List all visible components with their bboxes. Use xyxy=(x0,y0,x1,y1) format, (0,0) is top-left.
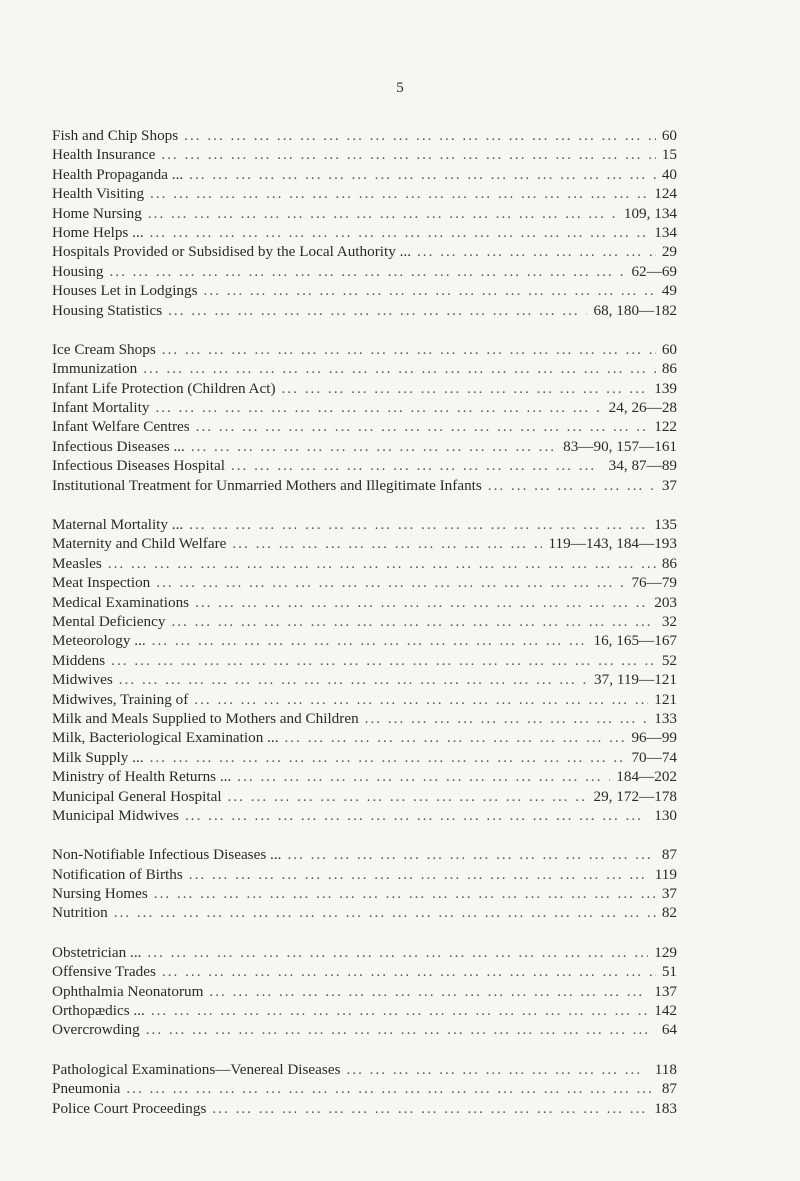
index-entry xyxy=(52,670,677,689)
entry-label: Health Propaganda ... xyxy=(52,165,184,183)
index-group xyxy=(52,126,677,320)
index-entry xyxy=(52,126,677,145)
index-entry xyxy=(52,651,677,670)
index-entry xyxy=(52,709,677,728)
entry-pages: 62—69 xyxy=(631,262,677,280)
entry-pages: 86 xyxy=(661,360,677,378)
index-entry xyxy=(52,1060,677,1079)
dot-leader xyxy=(148,204,618,223)
index-entry xyxy=(52,204,677,223)
entry-pages: 60 xyxy=(661,340,677,358)
subject-index xyxy=(52,126,677,1138)
index-entry xyxy=(52,690,677,709)
index-entry xyxy=(52,1001,677,1020)
index-group xyxy=(52,1060,677,1118)
dot-leader xyxy=(151,1001,648,1020)
entry-pages: 130 xyxy=(654,806,677,824)
entry-label: Nutrition xyxy=(52,904,108,922)
entry-pages: 96—99 xyxy=(631,729,677,747)
index-entry xyxy=(52,554,677,573)
entry-label: Hospitals Provided or Subsidised by the Local Authority ... xyxy=(52,243,411,261)
entry-label: Health Insurance xyxy=(52,146,156,164)
entry-pages: 24, 26—28 xyxy=(608,399,677,417)
entry-pages: 134 xyxy=(654,223,677,241)
entry-pages: 68, 180—182 xyxy=(593,301,677,319)
dot-leader xyxy=(150,184,648,203)
entry-pages: 51 xyxy=(661,963,677,981)
dot-leader xyxy=(365,709,649,728)
index-entry xyxy=(52,1020,677,1039)
index-entry xyxy=(52,903,677,922)
dot-leader xyxy=(155,398,602,417)
index-entry xyxy=(52,806,677,825)
dot-leader xyxy=(111,651,656,670)
dot-leader xyxy=(143,359,656,378)
entry-pages: 142 xyxy=(654,1002,677,1020)
entry-pages: 183 xyxy=(654,1099,677,1117)
index-entry xyxy=(52,379,677,398)
entry-pages: 203 xyxy=(654,593,677,611)
index-entry xyxy=(52,515,677,534)
dot-leader xyxy=(346,1060,648,1079)
entry-label: Infant Welfare Centres xyxy=(52,418,190,436)
index-entry xyxy=(52,884,677,903)
entry-label: Mental Deficiency xyxy=(52,612,166,630)
dot-leader xyxy=(231,456,603,475)
index-entry xyxy=(52,1079,677,1098)
entry-label: Pneumonia xyxy=(52,1080,121,1098)
entry-label: Non-Notifiable Infectious Diseases ... xyxy=(52,846,282,864)
entry-pages: 133 xyxy=(654,709,677,727)
entry-label: Maternal Mortality ... xyxy=(52,516,184,534)
index-entry xyxy=(52,631,677,650)
index-group xyxy=(52,943,677,1040)
entry-label: Infectious Diseases ... xyxy=(52,437,185,455)
entry-pages: 37 xyxy=(661,885,677,903)
entry-label: Police Court Proceedings xyxy=(52,1099,207,1117)
entry-label: Infant Life Protection (Children Act) xyxy=(52,379,276,397)
entry-pages: 70—74 xyxy=(631,748,677,766)
index-entry xyxy=(52,262,677,281)
dot-leader xyxy=(152,631,588,650)
entry-pages: 119 xyxy=(654,865,677,883)
index-entry xyxy=(52,573,677,592)
dot-leader xyxy=(282,379,649,398)
dot-leader xyxy=(191,437,557,456)
index-entry xyxy=(52,165,677,184)
index-group xyxy=(52,340,677,495)
entry-label: Maternity and Child Welfare xyxy=(52,535,227,553)
index-entry xyxy=(52,728,677,747)
dot-leader xyxy=(228,787,588,806)
page-number: 5 xyxy=(396,80,404,96)
entry-label: Institutional Treatment for Unmarried Mothers and Illegitimate Infants xyxy=(52,476,482,494)
entry-label: Ophthalmia Neonatorum xyxy=(52,982,204,1000)
index-entry xyxy=(52,184,677,203)
dot-leader xyxy=(189,515,648,534)
dot-leader xyxy=(168,301,587,320)
entry-label: Housing xyxy=(52,262,104,280)
entry-pages: 60 xyxy=(661,127,677,144)
dot-leader xyxy=(232,534,542,553)
entry-label: Milk and Meals Supplied to Mothers and Children xyxy=(52,709,359,727)
dot-leader xyxy=(114,903,656,922)
index-entry xyxy=(52,476,677,495)
entry-pages: 16, 165—167 xyxy=(593,632,677,650)
entry-label: Pathological Examinations—Venereal Diseases xyxy=(52,1060,341,1078)
dot-leader xyxy=(189,165,656,184)
index-group xyxy=(52,845,677,923)
entry-label: Notification of Births xyxy=(52,865,183,883)
entry-pages: 37, 119—121 xyxy=(594,671,677,689)
entry-pages: 119—143, 184—193 xyxy=(548,535,677,553)
entry-label: Overcrowding xyxy=(52,1021,140,1039)
entry-pages: 184—202 xyxy=(616,768,677,786)
index-entry xyxy=(52,767,677,786)
index-entry xyxy=(52,242,677,261)
index-entry xyxy=(52,456,677,475)
dot-leader xyxy=(189,865,649,884)
entry-label: Infectious Diseases Hospital xyxy=(52,457,225,475)
entry-pages: 122 xyxy=(654,418,677,436)
dot-leader xyxy=(154,884,656,903)
entry-label: Milk Supply ... xyxy=(52,748,144,766)
entry-pages: 29 xyxy=(661,243,677,261)
index-entry xyxy=(52,301,677,320)
entry-pages: 137 xyxy=(654,982,677,1000)
index-entry xyxy=(52,593,677,612)
entry-label: Municipal General Hospital xyxy=(52,787,222,805)
index-entry xyxy=(52,943,677,962)
entry-pages: 76—79 xyxy=(631,574,677,592)
entry-pages: 87 xyxy=(661,1080,677,1098)
dot-leader xyxy=(417,242,656,261)
entry-pages: 109, 134 xyxy=(623,204,677,222)
entry-label: Houses Let in Lodgings xyxy=(52,282,198,300)
entry-label: Meat Inspection xyxy=(52,574,151,592)
dot-leader xyxy=(204,281,656,300)
entry-label: Infant Mortality xyxy=(52,399,150,417)
dot-leader xyxy=(161,145,656,164)
dot-leader xyxy=(185,806,648,825)
entry-pages: 129 xyxy=(654,943,677,961)
entry-pages: 52 xyxy=(661,651,677,669)
dot-leader xyxy=(150,748,626,767)
index-entry xyxy=(52,398,677,417)
dot-leader xyxy=(146,1020,656,1039)
entry-label: Nursing Homes xyxy=(52,885,148,903)
dot-leader xyxy=(184,126,656,145)
entry-label: Obstetrician ... xyxy=(52,943,142,961)
index-entry xyxy=(52,962,677,981)
entry-pages: 118 xyxy=(654,1060,677,1078)
dot-leader xyxy=(196,417,649,436)
entry-label: Midwives, Training of xyxy=(52,690,189,708)
dot-leader xyxy=(171,612,655,631)
entry-label: Immunization xyxy=(52,360,138,378)
entry-label: Fish and Chip Shops xyxy=(52,127,179,144)
entry-label: Municipal Midwives xyxy=(52,806,179,824)
entry-pages: 139 xyxy=(654,379,677,397)
entry-label: Offensive Trades xyxy=(52,963,156,981)
index-entry xyxy=(52,340,677,359)
index-entry xyxy=(52,281,677,300)
index-entry xyxy=(52,534,677,553)
index-entry xyxy=(52,612,677,631)
entry-label: Health Visiting xyxy=(52,185,145,203)
dot-leader xyxy=(162,340,656,359)
entry-pages: 37 xyxy=(661,476,677,494)
entry-label: Ministry of Health Returns ... xyxy=(52,768,232,786)
index-entry xyxy=(52,417,677,436)
entry-pages: 83—90, 157—161 xyxy=(563,437,677,455)
index-entry xyxy=(52,748,677,767)
dot-leader xyxy=(287,845,655,864)
index-entry xyxy=(52,787,677,806)
entry-label: Housing Statistics xyxy=(52,301,163,319)
dot-leader xyxy=(162,962,656,981)
entry-pages: 34, 87—89 xyxy=(608,457,677,475)
entry-label: Medical Examinations xyxy=(52,593,190,611)
entry-label: Midwives xyxy=(52,671,113,689)
entry-pages: 124 xyxy=(654,185,677,203)
entry-label: Middens xyxy=(52,651,106,669)
entry-pages: 32 xyxy=(661,612,677,630)
dot-leader xyxy=(108,554,656,573)
index-entry xyxy=(52,1099,677,1118)
dot-leader xyxy=(212,1099,648,1118)
dot-leader xyxy=(194,690,648,709)
entry-label: Meteorology ... xyxy=(52,632,146,650)
dot-leader xyxy=(209,982,648,1001)
dot-leader xyxy=(119,670,588,689)
index-entry xyxy=(52,865,677,884)
entry-pages: 82 xyxy=(661,904,677,922)
index-entry xyxy=(52,223,677,242)
dot-leader xyxy=(150,223,649,242)
index-entry xyxy=(52,145,677,164)
dot-leader xyxy=(195,593,648,612)
dot-leader xyxy=(147,943,648,962)
index-entry xyxy=(52,437,677,456)
entry-pages: 15 xyxy=(661,146,677,164)
dot-leader xyxy=(488,476,656,495)
entry-label: Milk, Bacteriological Examination ... xyxy=(52,729,279,747)
index-entry xyxy=(52,359,677,378)
entry-pages: 64 xyxy=(661,1021,677,1039)
dot-leader xyxy=(237,767,610,786)
entry-label: Measles xyxy=(52,554,102,572)
entry-pages: 40 xyxy=(661,165,677,183)
entry-label: Orthopædics ... xyxy=(52,1002,145,1020)
entry-label: Ice Cream Shops xyxy=(52,340,156,358)
entry-pages: 121 xyxy=(654,690,677,708)
index-entry xyxy=(52,845,677,864)
entry-label: Home Helps ... xyxy=(52,223,144,241)
dot-leader xyxy=(156,573,625,592)
entry-pages: 87 xyxy=(661,846,677,864)
dot-leader xyxy=(109,262,625,281)
entry-pages: 135 xyxy=(654,516,677,534)
entry-pages: 49 xyxy=(661,282,677,300)
dot-leader xyxy=(126,1079,655,1098)
index-entry xyxy=(52,982,677,1001)
dot-leader xyxy=(285,728,626,747)
index-group xyxy=(52,515,677,825)
entry-pages: 29, 172—178 xyxy=(593,787,677,805)
entry-label: Home Nursing xyxy=(52,204,142,222)
entry-pages: 86 xyxy=(661,554,677,572)
